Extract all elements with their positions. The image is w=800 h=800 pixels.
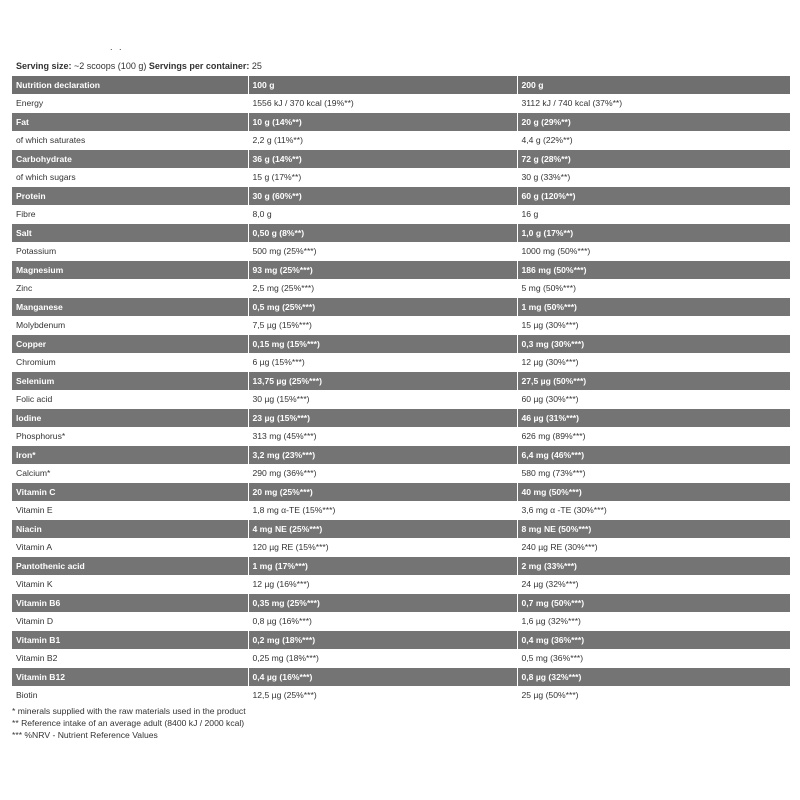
value-per-100g: 7,5 µg (15%***) — [248, 316, 517, 335]
value-per-100g: 0,25 mg (18%***) — [248, 649, 517, 668]
table-row — [12, 316, 790, 335]
nutrient-name: Fat — [12, 113, 248, 132]
table-row — [12, 520, 790, 539]
value-per-200g: 60 g (120%**) — [517, 187, 790, 206]
nutrient-name: Vitamin D — [12, 612, 248, 631]
column-header-100g: 100 g — [248, 76, 517, 94]
value-per-100g: 4 mg NE (25%***) — [248, 520, 517, 539]
nutrient-name: Salt — [12, 224, 248, 243]
value-per-200g: 2 mg (33%***) — [517, 557, 790, 576]
value-per-200g: 20 g (29%**) — [517, 113, 790, 132]
value-per-100g: 1556 kJ / 370 kcal (19%**) — [248, 94, 517, 113]
value-per-200g: 1,6 µg (32%***) — [517, 612, 790, 631]
value-per-200g: 4,4 g (22%**) — [517, 131, 790, 150]
nutrient-name: Fibre — [12, 205, 248, 224]
nutrient-name: Vitamin E — [12, 501, 248, 520]
value-per-100g: 36 g (14%**) — [248, 150, 517, 169]
value-per-100g: 0,4 µg (16%***) — [248, 668, 517, 687]
value-per-100g: 93 mg (25%***) — [248, 261, 517, 280]
value-per-200g: 27,5 µg (50%***) — [517, 372, 790, 391]
servings-per-container-label: Servings per container: — [148, 61, 250, 71]
value-per-200g: 15 µg (30%***) — [517, 316, 790, 335]
nutrient-name: Vitamin B6 — [12, 594, 248, 613]
nutrient-name: Vitamin B12 — [12, 668, 248, 687]
value-per-100g: 500 mg (25%***) — [248, 242, 517, 261]
value-per-100g: 2,2 g (11%**) — [248, 131, 517, 150]
value-per-100g: 30 µg (15%***) — [248, 390, 517, 409]
column-header-200g: 200 g — [517, 76, 790, 94]
value-per-200g: 0,7 mg (50%***) — [517, 594, 790, 613]
value-per-200g: 240 µg RE (30%***) — [517, 538, 790, 557]
table-row — [12, 557, 790, 576]
footnote-reference-intake: ** Reference intake of an average adult (8400 kJ / 2000 kcal) — [12, 718, 245, 728]
value-per-200g: 626 mg (89%***) — [517, 427, 790, 446]
table-row — [12, 279, 790, 298]
footnotes — [12, 705, 246, 741]
serving-info — [16, 61, 262, 71]
value-per-200g: 12 µg (30%***) — [517, 353, 790, 372]
value-per-200g: 40 mg (50%***) — [517, 483, 790, 502]
table-row — [12, 575, 790, 594]
footnote-minerals: * minerals supplied with the raw materials used in the product — [12, 706, 246, 716]
nutrient-name: Chromium — [12, 353, 248, 372]
value-per-200g: 0,5 mg (36%***) — [517, 649, 790, 668]
value-per-200g: 0,8 µg (32%***) — [517, 668, 790, 687]
value-per-200g: 0,4 mg (36%***) — [517, 631, 790, 650]
nutrient-name: Vitamin C — [12, 483, 248, 502]
table-row — [12, 501, 790, 520]
value-per-100g: 1,8 mg α-TE (15%***) — [248, 501, 517, 520]
value-per-100g: 1 mg (17%***) — [248, 557, 517, 576]
value-per-200g: 3112 kJ / 740 kcal (37%**) — [517, 94, 790, 113]
value-per-200g: 5 mg (50%***) — [517, 279, 790, 298]
nutrient-name: Niacin — [12, 520, 248, 539]
nutrient-name: Copper — [12, 335, 248, 354]
serving-size-label: Serving size: — [16, 61, 72, 71]
table-row — [12, 668, 790, 687]
nutrient-name: of which saturates — [12, 131, 248, 150]
value-per-200g: 30 g (33%**) — [517, 168, 790, 187]
value-per-100g: 30 g (60%**) — [248, 187, 517, 206]
table-row — [12, 409, 790, 428]
table-row — [12, 446, 790, 465]
column-header-nutrient: Nutrition declaration — [12, 76, 248, 94]
nutrient-name: Calcium* — [12, 464, 248, 483]
nutrient-name: Protein — [12, 187, 248, 206]
value-per-200g: 46 µg (31%***) — [517, 409, 790, 428]
table-row — [12, 427, 790, 446]
table-row — [12, 298, 790, 317]
nutrition-table — [12, 76, 790, 705]
value-per-100g: 12,5 µg (25%***) — [248, 686, 517, 705]
value-per-100g: 3,2 mg (23%***) — [248, 446, 517, 465]
table-header-row — [12, 76, 790, 94]
table-row — [12, 372, 790, 391]
nutrient-name: of which sugars — [12, 168, 248, 187]
value-per-200g: 25 µg (50%***) — [517, 686, 790, 705]
table-row — [12, 187, 790, 206]
value-per-100g: 290 mg (36%***) — [248, 464, 517, 483]
table-row — [12, 242, 790, 261]
nutrient-name: Vitamin K — [12, 575, 248, 594]
value-per-200g: 60 µg (30%***) — [517, 390, 790, 409]
value-per-100g: 0,5 mg (25%***) — [248, 298, 517, 317]
value-per-100g: 12 µg (16%***) — [248, 575, 517, 594]
value-per-200g: 3,6 mg α -TE (30%***) — [517, 501, 790, 520]
nutrient-name: Vitamin A — [12, 538, 248, 557]
table-row — [12, 261, 790, 280]
table-row — [12, 686, 790, 705]
nutrient-name: Vitamin B1 — [12, 631, 248, 650]
nutrient-name: Carbohydrate — [12, 150, 248, 169]
table-row — [12, 224, 790, 243]
value-per-100g: 0,15 mg (15%***) — [248, 335, 517, 354]
table-row — [12, 390, 790, 409]
value-per-100g: 10 g (14%**) — [248, 113, 517, 132]
value-per-200g: 1,0 g (17%**) — [517, 224, 790, 243]
value-per-100g: 20 mg (25%***) — [248, 483, 517, 502]
table-row — [12, 205, 790, 224]
value-per-100g: 2,5 mg (25%***) — [248, 279, 517, 298]
table-row — [12, 464, 790, 483]
nutrient-name: Molybdenum — [12, 316, 248, 335]
nutrient-name: Folic acid — [12, 390, 248, 409]
table-row — [12, 150, 790, 169]
value-per-100g: 0,2 mg (18%***) — [248, 631, 517, 650]
value-per-100g: 15 g (17%**) — [248, 168, 517, 187]
table-row — [12, 168, 790, 187]
nutrient-name: Zinc — [12, 279, 248, 298]
nutrient-name: Manganese — [12, 298, 248, 317]
value-per-100g: 0,8 µg (16%***) — [248, 612, 517, 631]
nutrient-name: Energy — [12, 94, 248, 113]
nutrient-name: Iodine — [12, 409, 248, 428]
table-row — [12, 649, 790, 668]
table-row — [12, 594, 790, 613]
value-per-200g: 0,3 mg (30%***) — [517, 335, 790, 354]
table-row — [12, 113, 790, 132]
table-row — [12, 335, 790, 354]
value-per-200g: 72 g (28%**) — [517, 150, 790, 169]
table-row — [12, 538, 790, 557]
value-per-100g: 13,75 µg (25%***) — [248, 372, 517, 391]
nutrient-name: Pantothenic acid — [12, 557, 248, 576]
value-per-100g: 8,0 g — [248, 205, 517, 224]
servings-per-container-value: 25 — [249, 61, 262, 71]
nutrient-name: Magnesium — [12, 261, 248, 280]
table-row — [12, 631, 790, 650]
value-per-200g: 16 g — [517, 205, 790, 224]
value-per-200g: 1 mg (50%***) — [517, 298, 790, 317]
value-per-200g: 6,4 mg (46%***) — [517, 446, 790, 465]
table-body — [12, 94, 790, 705]
table-row — [12, 94, 790, 113]
value-per-200g: 580 mg (73%***) — [517, 464, 790, 483]
value-per-100g: 0,35 mg (25%***) — [248, 594, 517, 613]
table-row — [12, 483, 790, 502]
value-per-100g: 23 µg (15%***) — [248, 409, 517, 428]
value-per-100g: 120 µg RE (15%***) — [248, 538, 517, 557]
value-per-200g: 24 µg (32%***) — [517, 575, 790, 594]
table-row — [12, 612, 790, 631]
serving-size-value: ~2 scoops (100 g) — [71, 61, 149, 71]
nutrient-name: Phosphorus* — [12, 427, 248, 446]
footnote-nrv: *** %NRV - Nutrient Reference Values — [12, 730, 158, 740]
value-per-200g: 8 mg NE (50%***) — [517, 520, 790, 539]
decorative-dots: . . — [110, 42, 124, 52]
value-per-200g: 1000 mg (50%***) — [517, 242, 790, 261]
value-per-100g: 313 mg (45%***) — [248, 427, 517, 446]
nutrient-name: Potassium — [12, 242, 248, 261]
nutrient-name: Vitamin B2 — [12, 649, 248, 668]
nutrient-name: Biotin — [12, 686, 248, 705]
value-per-100g: 0,50 g (8%**) — [248, 224, 517, 243]
nutrient-name: Iron* — [12, 446, 248, 465]
value-per-200g: 186 mg (50%***) — [517, 261, 790, 280]
table-row — [12, 353, 790, 372]
table-row — [12, 131, 790, 150]
nutrient-name: Selenium — [12, 372, 248, 391]
value-per-100g: 6 µg (15%***) — [248, 353, 517, 372]
